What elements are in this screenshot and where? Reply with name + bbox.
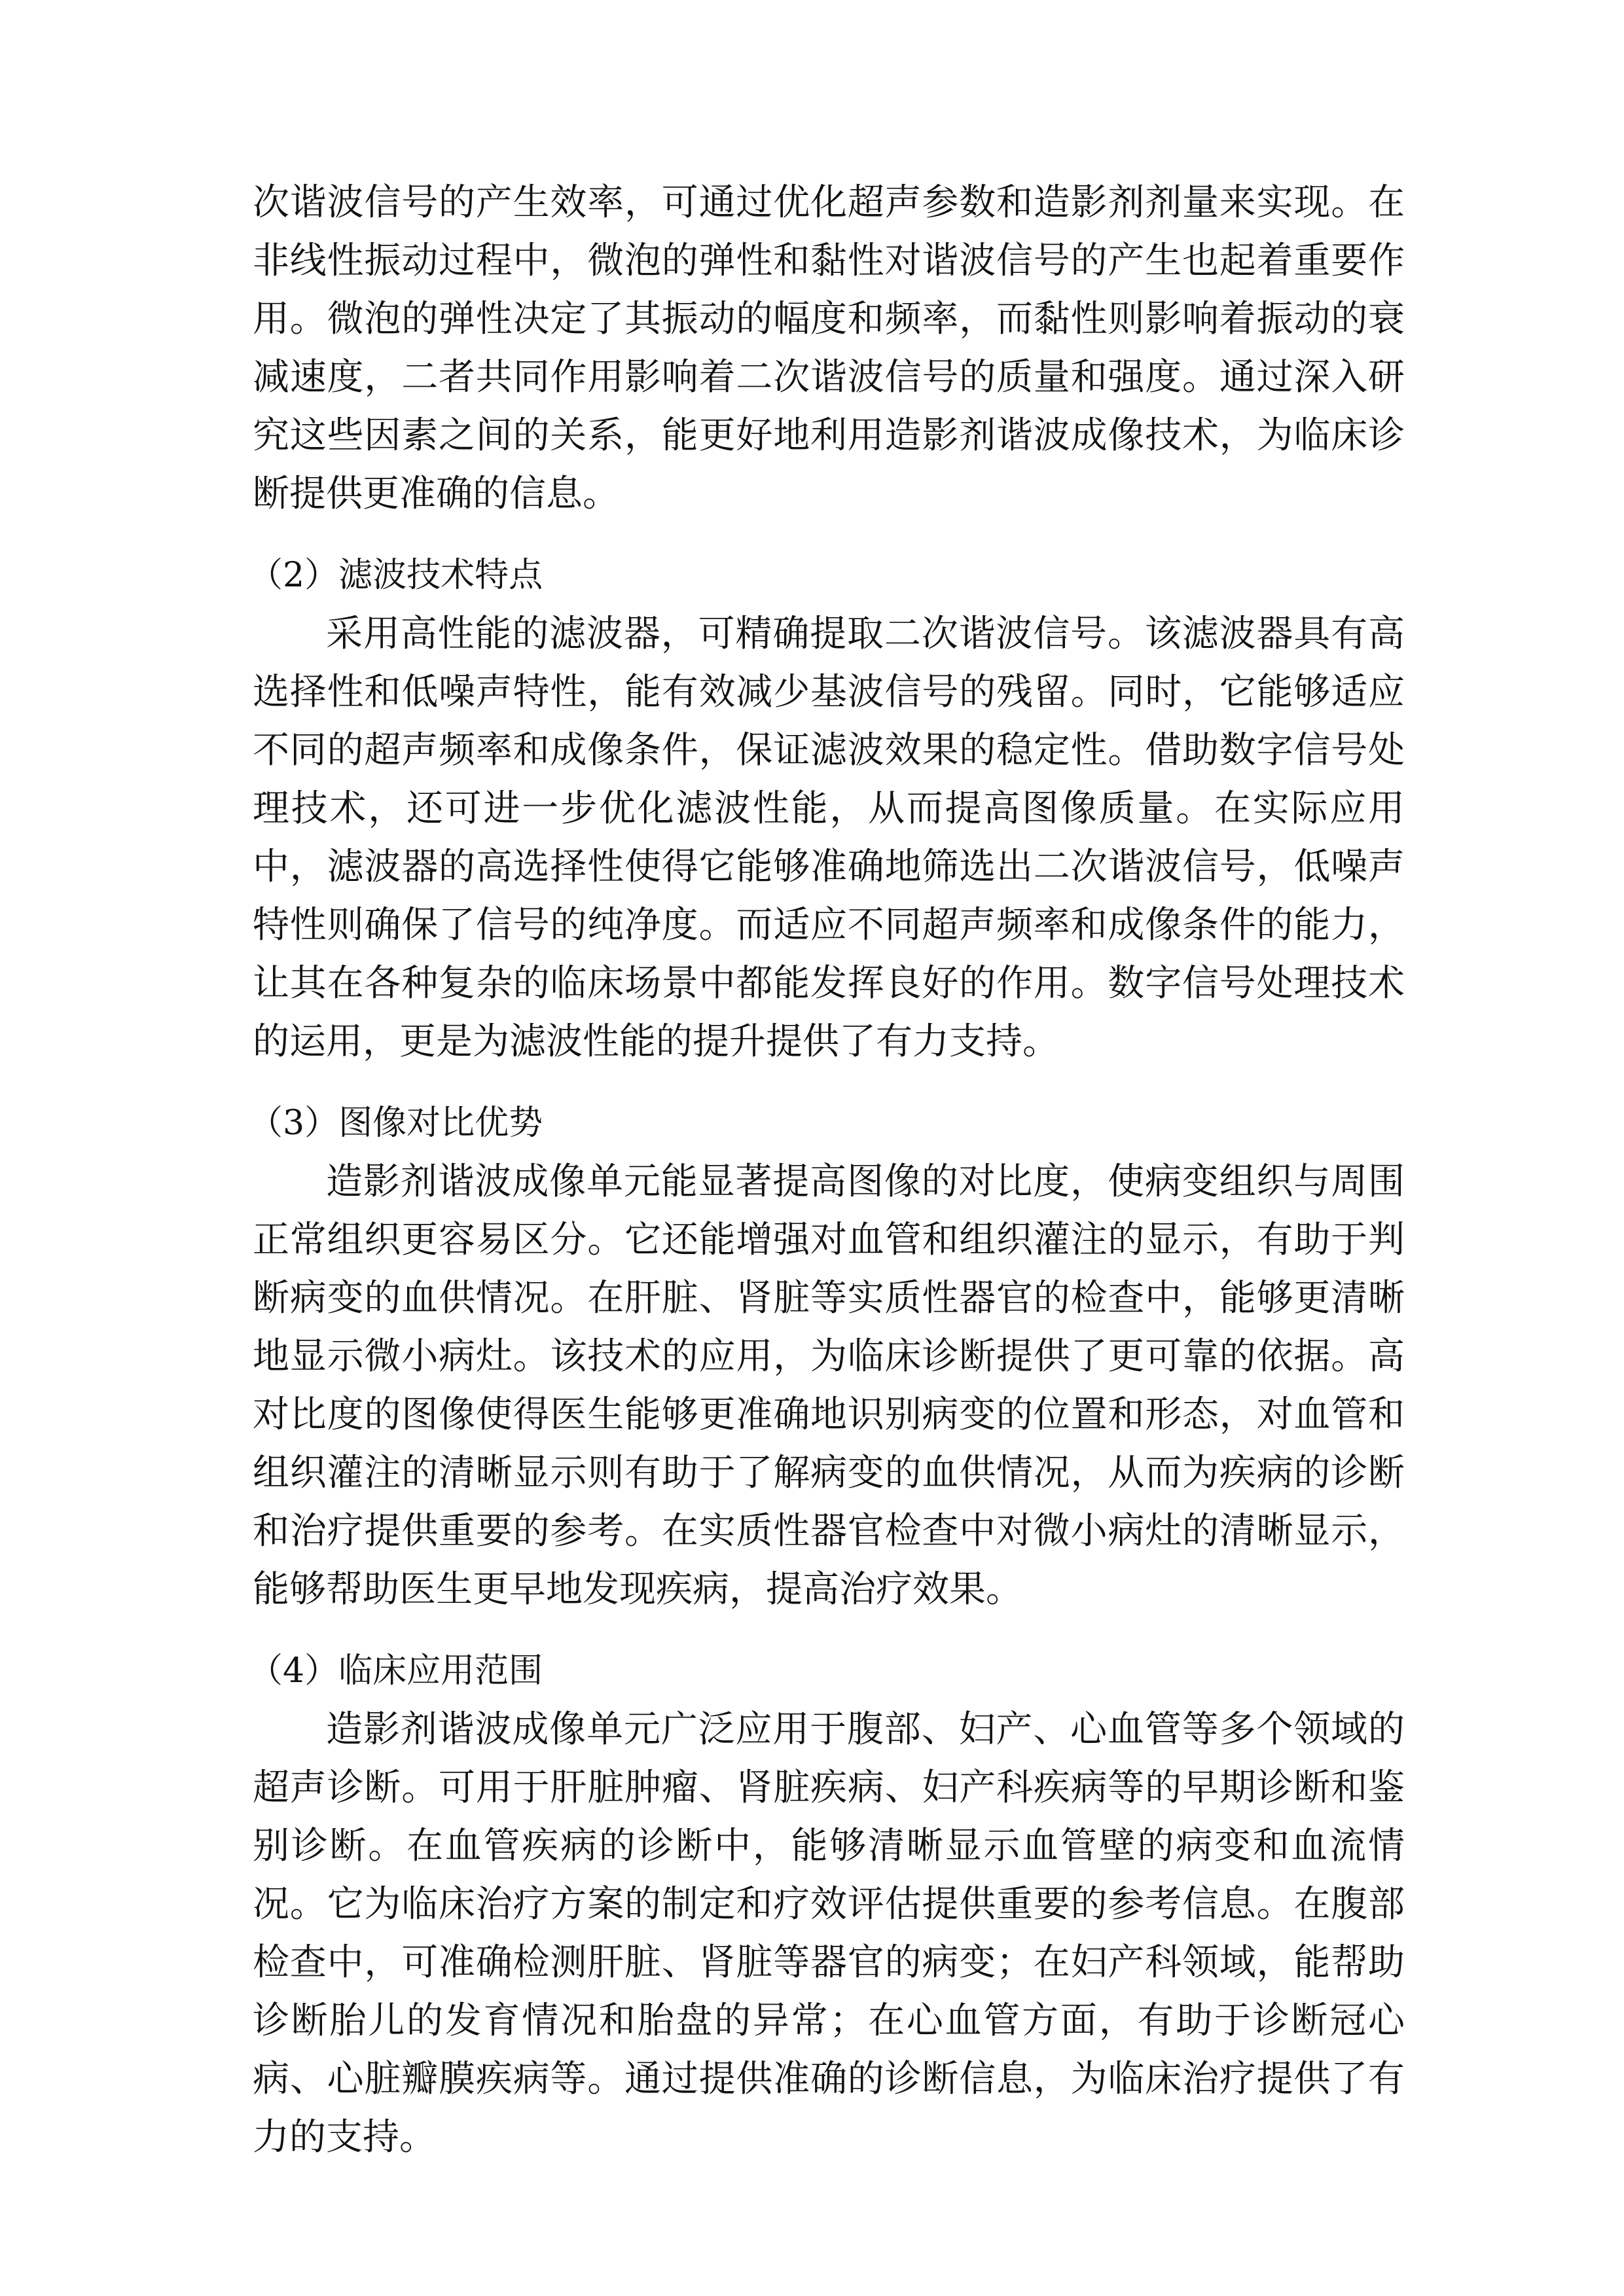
section-body: 造影剂谐波成像单元广泛应用于腹部、妇产、心血管等多个领域的超声诊断。可用于肝脏肿瘤、肾脏疾病、妇产科疾病等的早期诊断和鉴别诊断。在血管疾病的诊断中，能够清晰显示血管壁的病变和血流情况。它为临床治疗方案的制定和疗效评估提供重要的参考信息。在腹部检查中，可准确检测肝脏、肾脏等器官的病变；在妇产科领域，能帮助诊断胎儿的发育情况和胎盘的异常；在心血管方面，有助于诊断冠心病、心脏瓣膜疾病等。通过提供准确的诊断信息，为临床治疗提供了有力的支持。 <box>253 1708 1405 2159</box>
document-page <box>249 173 1405 2166</box>
section-filter-technology <box>249 547 1405 1071</box>
section-heading: （4）临床应用范围 <box>249 1651 543 1691</box>
section-body: 造影剂谐波成像单元能显著提高图像的对比度，使病变组织与周围正常组织更容易区分。它还能增强对血管和组织灌注的显示，有助于判断病变的血供情况。在肝脏、肾脏等实质性器官的检查中，能够更清晰地显示微小病灶。该技术的应用，为临床诊断提供了更可靠的依据。高对比度的图像使得医生能够更准确地识别病变的位置和形态，对血管和组织灌注的清晰显示则有助于了解病变的血供情况，从而为疾病的诊断和治疗提供重要的参考。在实质性器官检查中对微小病灶的清晰显示，能够帮助医生更早地发现疾病，提高治疗效果。 <box>253 1160 1405 1611</box>
section-body: 采用高性能的滤波器，可精确提取二次谐波信号。该滤波器具有高选择性和低噪声特性，能有效减少基波信号的残留。同时，它能够适应不同的超声频率和成像条件，保证滤波效果的稳定性。借助数字信号处理技术，还可进一步优化滤波性能，从而提高图像质量。在实际应用中，滤波器的高选择性使得它能够准确地筛选出二次谐波信号，低噪声特性则确保了信号的纯净度。而适应不同超声频率和成像条件的能力，让其在各种复杂的临床场景中都能发挥良好的作用。数字信号处理技术的运用，更是为滤波性能的提升提供了有力支持。 <box>253 613 1405 1063</box>
section-heading: （2）滤波技术特点 <box>249 556 543 595</box>
intro-paragraph: 次谐波信号的产生效率，可通过优化超声参数和造影剂剂量来实现。在非线性振动过程中，微泡的弹性和黏性对谐波信号的产生也起着重要作用。微泡的弹性决定了其振动的幅度和频率，而黏性则影响着振动的衰减速度，二者共同作用影响着二次谐波信号的质量和强度。通过深入研究这些因素之间的关系，能更好地利用造影剂谐波成像技术，为临床诊断提供更准确的信息。 <box>253 181 1405 515</box>
section-image-contrast <box>249 1094 1405 1619</box>
section-clinical-application <box>249 1642 1405 2166</box>
section-heading: （3）图像对比优势 <box>249 1103 543 1143</box>
